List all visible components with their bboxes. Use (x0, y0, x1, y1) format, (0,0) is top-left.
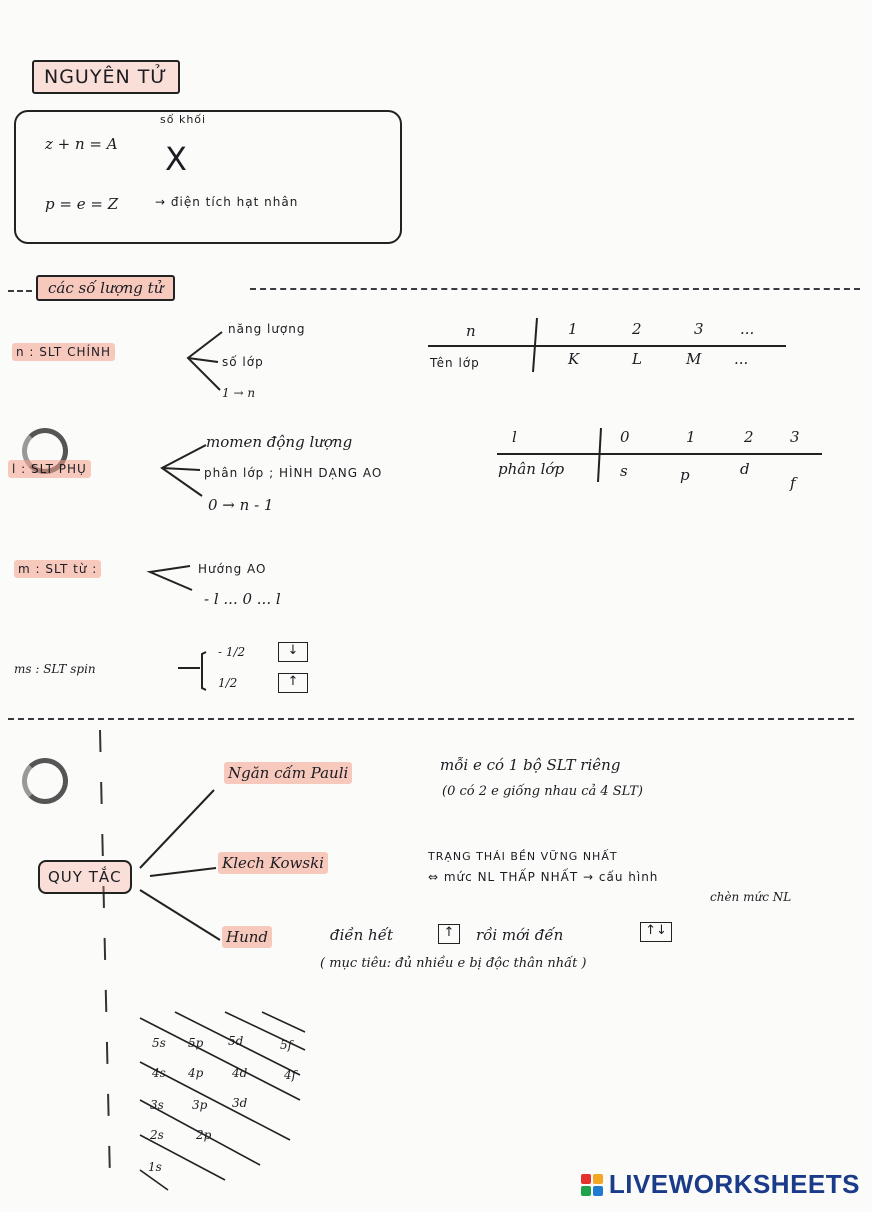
orbital-4p: 4p (188, 1066, 204, 1080)
logo-square-blue (593, 1186, 603, 1196)
orbital-4s: 4s (152, 1066, 166, 1080)
logo-text: LIVEWORKSHEETS (608, 1169, 860, 1199)
orbital-5s: 5s (152, 1036, 166, 1050)
l-label: l : SLT PHỤ (8, 460, 91, 478)
spin-up-box-icon: ↑ (278, 673, 308, 693)
l-table-head-0: 0 (620, 428, 630, 446)
pauli-label (224, 764, 352, 782)
orbital-1s: 1s (148, 1160, 162, 1174)
l-table-cell-d: d (740, 460, 750, 478)
klech-label: Klech Kowski (218, 852, 328, 874)
hund-text-a: điền hết (330, 926, 393, 944)
logo-square-orange (593, 1174, 603, 1184)
spin-down-box-icon: ↓ (278, 642, 308, 662)
l-table-cell-f: f (790, 474, 796, 492)
orbital-4d: 4d (232, 1066, 248, 1080)
pauli-label-text: Ngăn cấm Pauli (224, 762, 352, 784)
charge-note: → điện tích hạt nhân (155, 195, 299, 209)
orbital-4f: 4f (284, 1068, 297, 1082)
n-table-head-2: 2 (632, 320, 642, 338)
section-title-quantum-numbers: các số lượng tử (36, 275, 175, 301)
hund-note: ( mục tiêu: đủ nhiều e bị độc thân nhất ) (320, 956, 587, 971)
logo-mark-icon (581, 1174, 603, 1196)
n-table-head-1: 1 (568, 320, 578, 338)
hund-label: Hund (222, 926, 272, 948)
hund-text-b: rồi mới đến (476, 926, 564, 944)
orbital-5p: 5p (188, 1036, 204, 1050)
n-table-head-n: n (466, 322, 476, 340)
separator-1b (250, 288, 860, 290)
ms-value-plus: 1/2 (218, 676, 238, 690)
paired-spin-box-icon: ↑↓ (640, 922, 672, 942)
n-label: n : SLT CHÍNH (12, 343, 115, 361)
liveworksheets-logo (581, 1169, 860, 1200)
l-table-cell-p: p (680, 466, 690, 484)
l-table-cell-s: s (620, 462, 628, 480)
l-branch-momentum: momen động lượng (206, 433, 353, 451)
logo-square-green (581, 1186, 591, 1196)
m-label: m : SLT từ : (14, 560, 101, 578)
n-table-cell-L: L (632, 350, 642, 368)
l-table-head-3: 3 (790, 428, 800, 446)
m-branch-range: - l ... 0 ... l (204, 590, 281, 608)
n-table-cell-M: M (686, 350, 702, 368)
single-spin-box-icon: ↑ (438, 924, 460, 944)
klech-text-2: ⇔ mức NL THẤP NHẤT → cấu hình (428, 870, 659, 884)
l-branch-subshell: phân lớp ; HÌNH DẠNG AO (204, 466, 383, 480)
l-table-head-l: l (512, 428, 517, 446)
orbital-2p: 2p (196, 1128, 212, 1142)
klech-text: TRẠNG THÁI BỀN VỮNG NHẤT (428, 850, 618, 863)
orbital-3d: 3d (232, 1096, 248, 1110)
logo-square-red (581, 1174, 591, 1184)
n-branch-range: 1 → n (222, 386, 256, 400)
separator-2 (8, 718, 854, 720)
klech-text-3: chèn mức NL (710, 890, 792, 904)
n-table-cell-more: ... (734, 350, 749, 368)
mass-number-note: số khối (160, 113, 207, 126)
n-branch-energy: năng lượng (228, 322, 306, 336)
l-table-head-1: 1 (686, 428, 696, 446)
n-table-cell-K: K (568, 350, 580, 368)
ms-value-minus: - 1/2 (218, 645, 246, 659)
rules-title: QUY TẮC (38, 860, 132, 894)
page-title: NGUYÊN TỬ (32, 60, 180, 94)
ms-label: ms : SLT spin (14, 662, 96, 676)
element-symbol: X (165, 140, 187, 178)
n-table-head-more: ... (740, 320, 755, 338)
orbital-3s: 3s (150, 1098, 164, 1112)
n-branch-layer: số lớp (222, 355, 264, 369)
l-table-head-2: 2 (744, 428, 754, 446)
orbital-5d: 5d (228, 1034, 244, 1048)
formula-box (14, 110, 402, 244)
m-branch-orientation: Hướng AO (198, 562, 267, 576)
pauli-text: mỗi e có 1 bộ SLT riêng (440, 756, 621, 774)
l-table-row-label: phân lớp (498, 460, 565, 478)
formula-charge: p = e = Z (45, 195, 119, 213)
orbital-2s: 2s (150, 1128, 164, 1142)
orbital-3p: 3p (192, 1098, 208, 1112)
formula-mass: z + n = A (45, 135, 118, 153)
orbital-5f: 5f (280, 1038, 293, 1052)
n-table-head-3: 3 (694, 320, 704, 338)
pauli-note: (0 có 2 e giống nhau cả 4 SLT) (442, 784, 643, 799)
separator-1 (8, 290, 32, 292)
l-branch-range: 0 → n - 1 (208, 496, 274, 514)
n-table-row-label: Tên lớp (430, 356, 480, 370)
